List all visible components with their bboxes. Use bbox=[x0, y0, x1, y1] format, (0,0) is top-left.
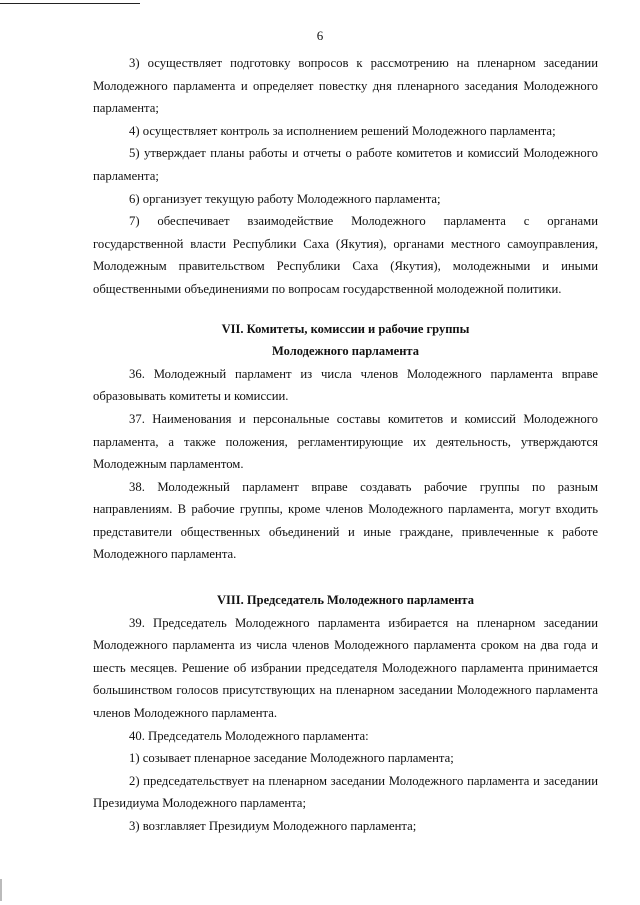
paragraph-40: 40. Председатель Молодежного парламента: bbox=[129, 728, 369, 743]
paragraph-38: 38. Молодежный парламент вправе создавать рабочие группы по разным направлениям. В рабочие группы, кроме членов Молодежного парламента, могут входить представители общественных объединений и иные граждане, привлеченные к работе Молодежного парламента. bbox=[93, 479, 598, 562]
page-number: 6 bbox=[316, 28, 324, 43]
spacer bbox=[93, 301, 598, 318]
section-7-heading-line2: Молодежного парламента bbox=[272, 344, 419, 359]
paragraph-39: 39. Председатель Молодежного парламента избирается на пленарном заседании Молодежного парламента из числа членов Молодежного парламента сроком на два года и шесть месяцев. Решение об избрании председателя Молодежного парламента принимается большинством голосов присутствующих на пленарном заседании Молодежного парламента членов Молодежного парламента. bbox=[93, 615, 598, 721]
paragraph-40-item-1: 1) созывает пленарное заседание Молодежного парламента; bbox=[129, 751, 454, 766]
spacer bbox=[93, 566, 598, 589]
list-item-5: 5) утверждает планы работы и отчеты о работе комитетов и комиссий Молодежного парламента; bbox=[93, 146, 598, 183]
paragraph-40-item-2: 2) председательствует на пленарном заседании Молодежного парламента и заседании Президиума Молодежного парламента; bbox=[93, 773, 598, 811]
list-item-4: 4) осуществляет контроль за исполнением решений Молодежного парламента; bbox=[129, 123, 556, 138]
paragraph-40-item-3: 3) возглавляет Президиум Молодежного парламента; bbox=[129, 819, 417, 833]
document-body bbox=[93, 52, 598, 838]
section-8-heading: VIII. Председатель Молодежного парламента bbox=[217, 593, 474, 608]
section-7-heading-line1: VII. Комитеты, комиссии и рабочие группы bbox=[221, 321, 470, 336]
top-rule bbox=[0, 3, 140, 4]
list-item-7: 7) обеспечивает взаимодействие Молодежного парламента с органами государственной власти Республики Саха (Якутия), органами местного самоуправления, Молодежным правительством Республики Саха (Якутия), молодежными и иными общественными объединениями по вопросам государственной молодежной политики. bbox=[93, 214, 598, 296]
paragraph-37: 37. Наименования и персональные составы комитетов и комиссий Молодежного парламента, а также положения, регламентирующие их деятельность, утверждаются Молодежным парламентом. bbox=[93, 411, 598, 472]
scan-edge-mark bbox=[0, 879, 2, 901]
list-item-3: 3) осуществляет подготовку вопросов к рассмотрению на пленарном заседании Молодежного парламента и определяет повестку дня пленарного заседания Молодежного парламента; bbox=[93, 56, 598, 116]
list-item-6: 6) организует текущую работу Молодежного парламента; bbox=[129, 191, 441, 206]
paragraph-36: 36. Молодежный парламент из числа членов Молодежного парламента вправе образовывать комитеты и комиссии. bbox=[93, 366, 598, 404]
